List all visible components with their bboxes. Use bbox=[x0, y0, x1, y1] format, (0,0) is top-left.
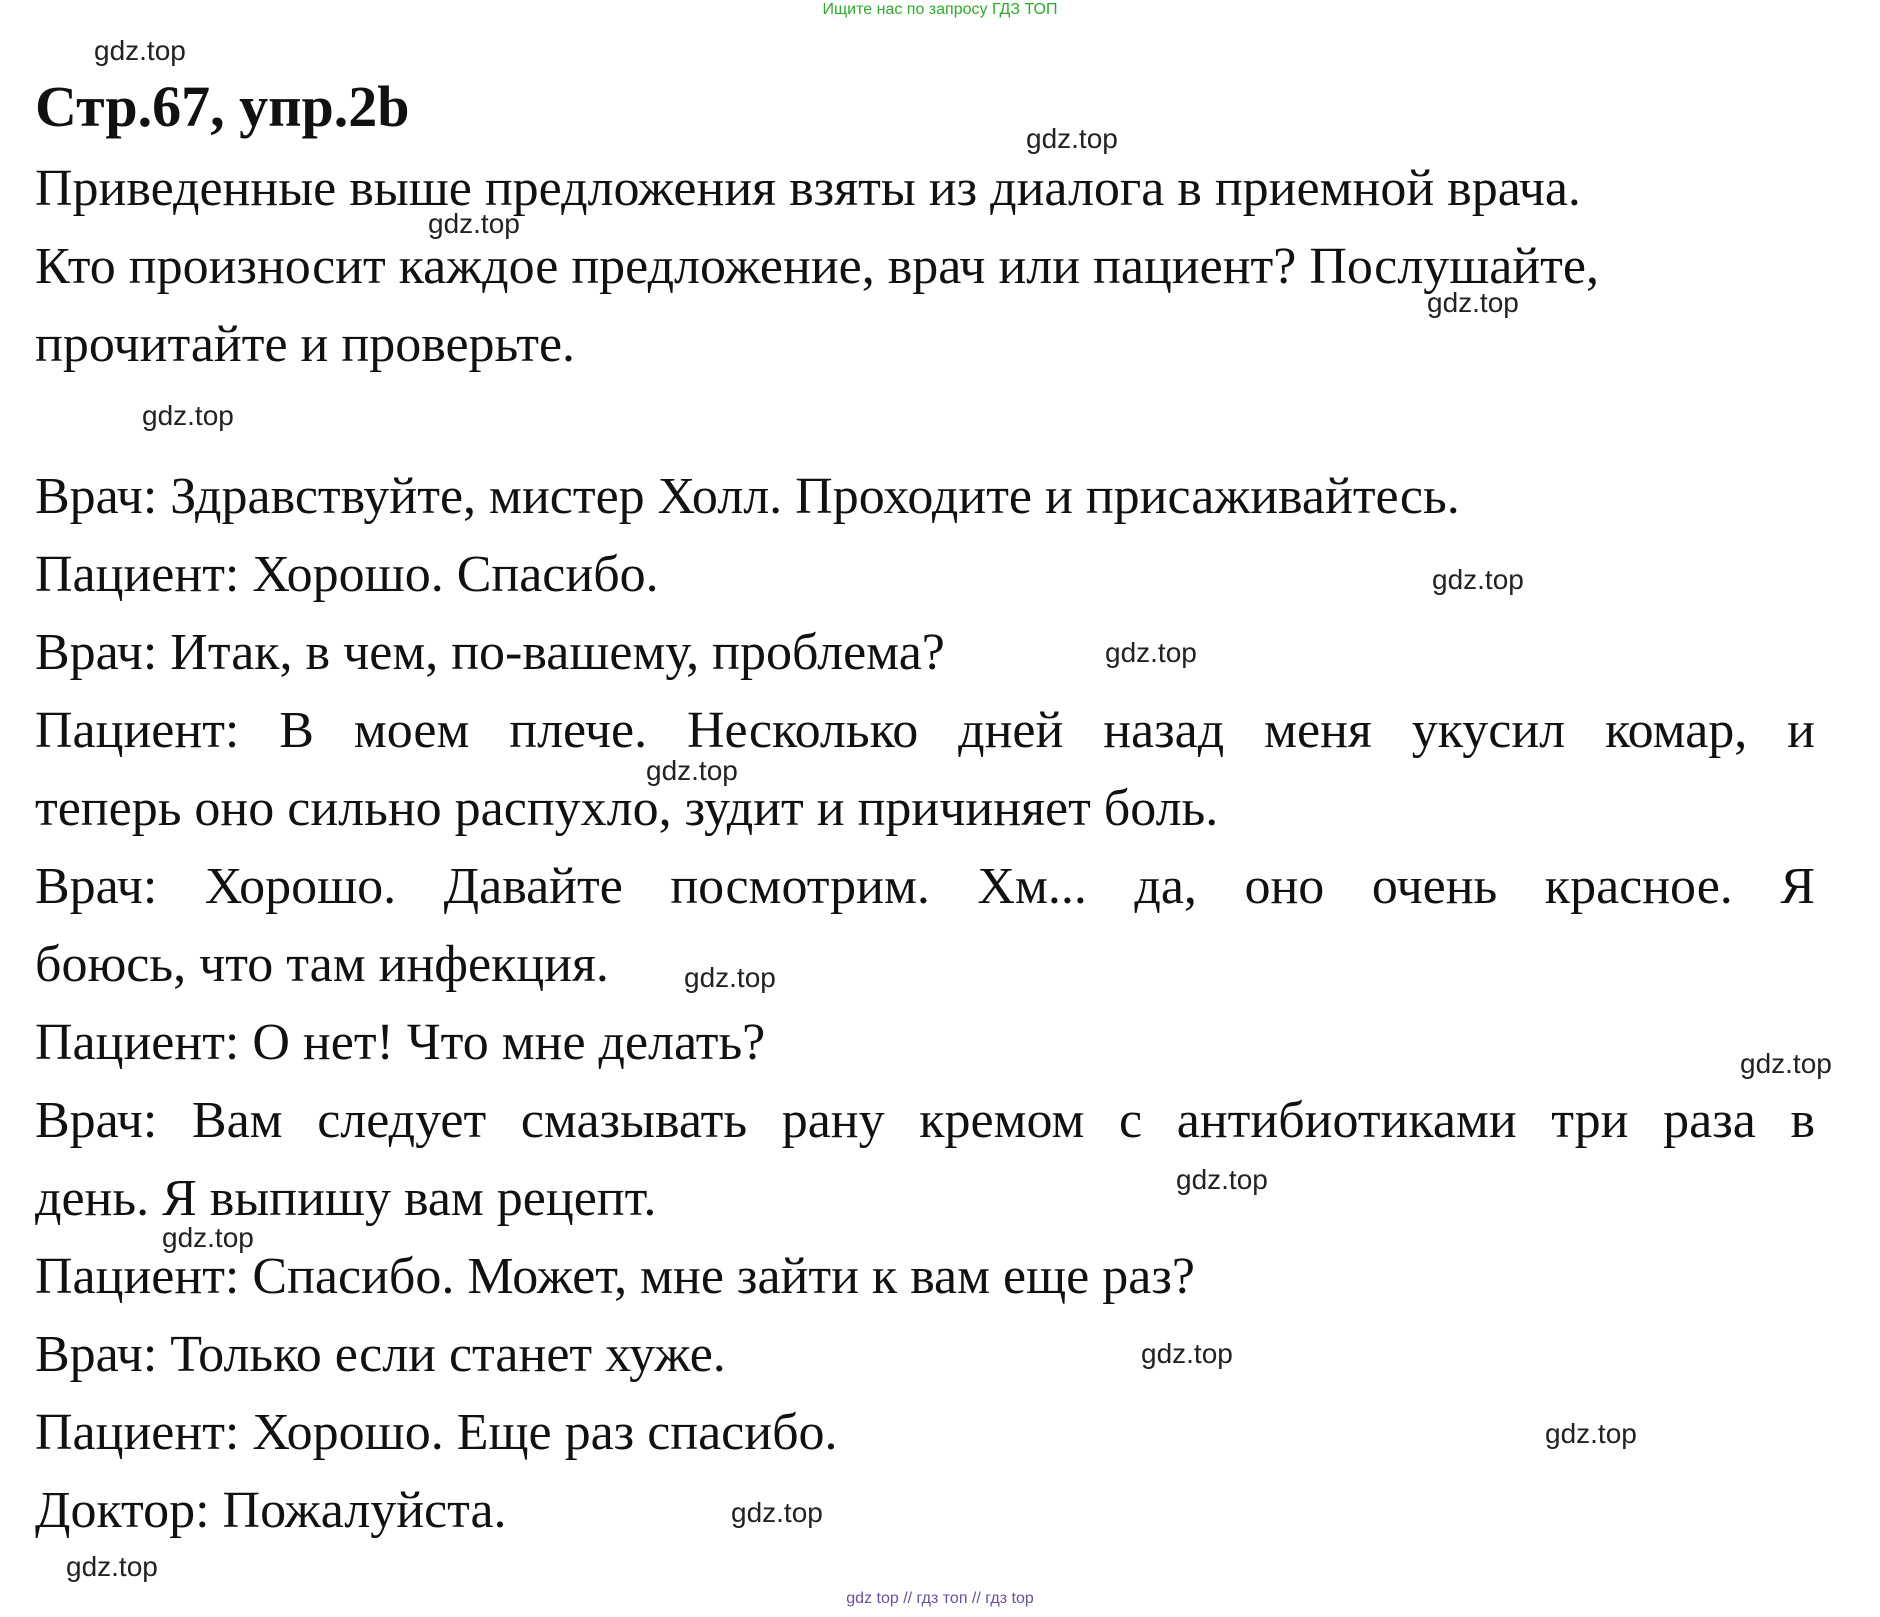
dialog-line: Врач: Только если станет хуже. bbox=[35, 1326, 726, 1383]
watermark: gdz.top bbox=[1105, 637, 1197, 668]
dialog-line: Врач: Здравствуйте, мистер Холл. Проходите и присаживайтесь. bbox=[35, 468, 1460, 525]
dialog-line: Доктор: Пожалуйста. bbox=[35, 1482, 507, 1539]
page-title: Стр.67, упр.2b bbox=[35, 74, 410, 139]
watermark: gdz.top bbox=[1432, 564, 1524, 595]
watermark: gdz.top bbox=[684, 962, 776, 993]
dialog-line: Пациент: Хорошо. Спасибо. bbox=[35, 546, 659, 603]
top-banner: Ищите нас по запросу ГДЗ ТОП bbox=[822, 1, 1058, 18]
dialog-line: боюсь, что там инфекция. bbox=[35, 936, 609, 993]
dialog-text bbox=[35, 458, 1815, 1550]
dialog-line: Врач: Хорошо. Давайте посмотрим. Хм... да, оно очень красное. Я bbox=[35, 858, 1815, 915]
watermark: gdz.top bbox=[162, 1222, 254, 1253]
watermark: gdz.top bbox=[1740, 1048, 1832, 1079]
instruction-line: Приведенные выше предложения взяты из диалога в приемной врача. bbox=[35, 160, 1581, 217]
instruction-line: прочитайте и проверьте. bbox=[35, 316, 576, 373]
watermark: gdz.top bbox=[1427, 287, 1519, 318]
dialog-line: теперь оно сильно распухло, зудит и причиняет боль. bbox=[35, 780, 1219, 837]
dialog-line: Врач: Вам следует смазывать рану кремом с антибиотиками три раза в bbox=[35, 1092, 1815, 1149]
watermark: gdz.top bbox=[428, 208, 520, 239]
dialog-line: Пациент: Спасибо. Может, мне зайти к вам еще раз? bbox=[35, 1248, 1195, 1305]
dialog-line: Пациент: В моем плече. Несколько дней назад меня укусил комар, и bbox=[35, 702, 1815, 759]
watermark: gdz.top bbox=[1545, 1418, 1637, 1449]
dialog-line: Врач: Итак, в чем, по-вашему, проблема? bbox=[35, 624, 945, 681]
dialog-line: Пациент: О нет! Что мне делать? bbox=[35, 1014, 766, 1071]
watermark: gdz.top bbox=[1176, 1164, 1268, 1195]
watermark: gdz.top bbox=[66, 1551, 158, 1582]
watermark: gdz.top bbox=[1026, 123, 1118, 154]
watermark: gdz.top bbox=[142, 400, 234, 431]
watermark: gdz.top bbox=[646, 755, 738, 786]
footer-links: gdz top // гдз топ // гдз top bbox=[846, 1590, 1034, 1607]
instruction-line: Кто произносит каждое предложение, врач или пациент? Послушайте, bbox=[35, 238, 1599, 295]
dialog-line: Пациент: Хорошо. Еще раз спасибо. bbox=[35, 1404, 838, 1461]
watermark: gdz.top bbox=[1141, 1338, 1233, 1369]
dialog-line: день. Я выпишу вам рецепт. bbox=[35, 1170, 657, 1227]
task-instructions bbox=[35, 150, 1815, 384]
watermark: gdz.top bbox=[94, 35, 186, 66]
watermark: gdz.top bbox=[731, 1497, 823, 1528]
